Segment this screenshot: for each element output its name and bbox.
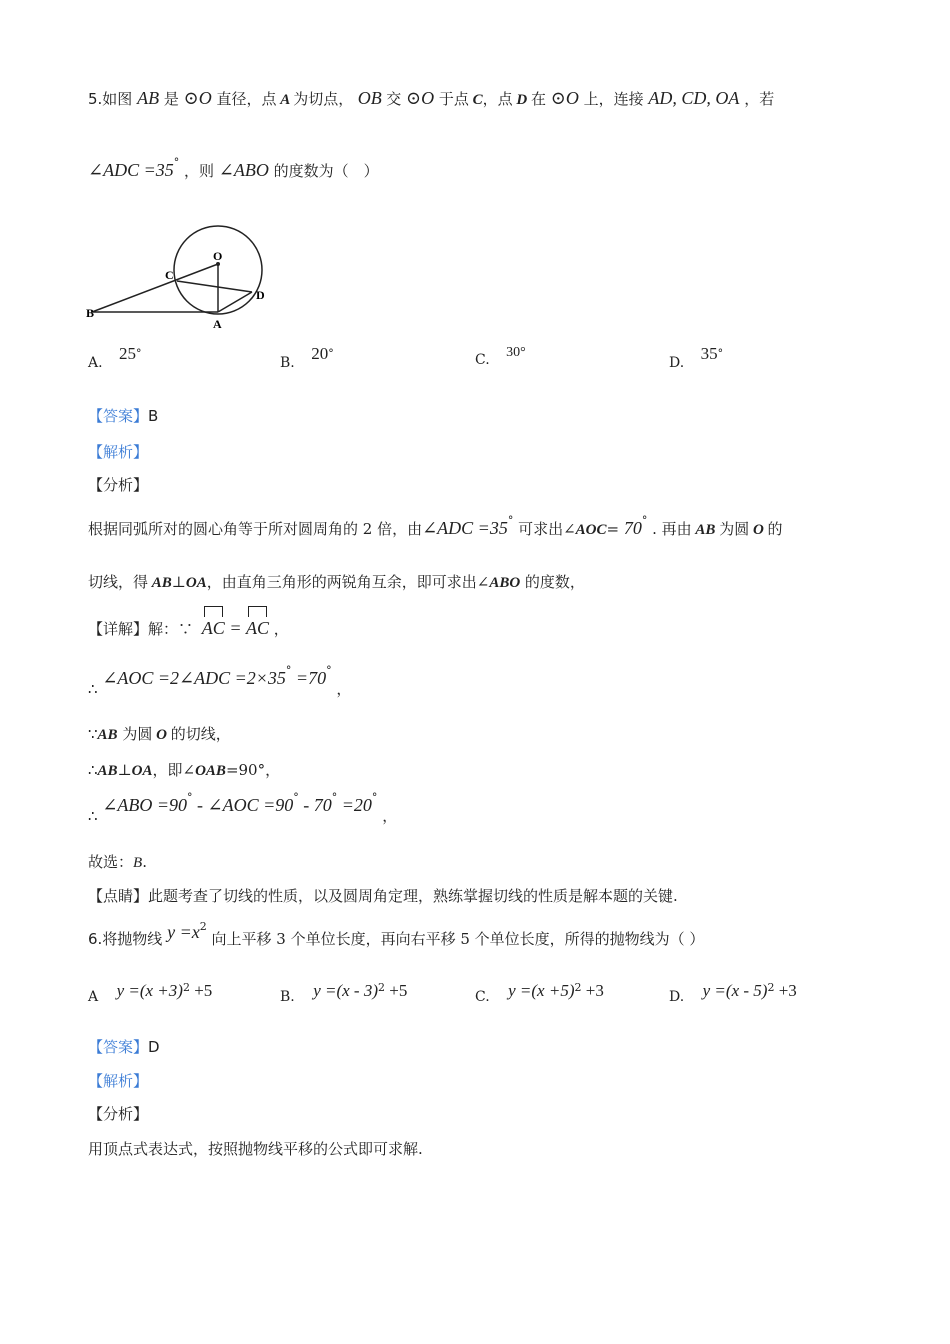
text: 为切点， (293, 90, 354, 108)
exponent: 2 (767, 981, 775, 994)
degree: ° (331, 791, 338, 804)
therefore: ∴ (88, 761, 98, 779)
math: - 70 (298, 795, 332, 815)
option-tail: +3 (581, 981, 604, 1000)
math: - ∠AOC =90 (192, 795, 294, 815)
q5-dianjing (88, 885, 678, 906)
q6-option-d[interactable] (669, 981, 797, 1006)
option-value: y =(x +3) (116, 981, 183, 1000)
text: 的切线， (170, 725, 231, 743)
degree: ° (136, 347, 142, 360)
math-ab: AB (137, 88, 160, 108)
degree: ° (371, 791, 378, 804)
option-letter: C. (475, 352, 490, 368)
math-circle-o: ⊙O (183, 88, 212, 108)
math: ∠AOC =2∠ADC =2×35 (102, 668, 286, 688)
math: ∠ABO =90 (102, 795, 188, 815)
q5-detail-line3 (88, 723, 231, 744)
text: 向上平移 3 个单位长度，再向右平移 5 个单位长度，所得的抛物线为（ ） (206, 930, 705, 948)
degree: ° (293, 791, 299, 804)
q5-analysis-line1 (88, 514, 783, 539)
option-tail: +5 (189, 981, 213, 1000)
text: ， (377, 807, 398, 825)
text: ，由直角三角形的两锐角互余，即可求出∠ (206, 573, 490, 591)
math: OAB (195, 763, 226, 779)
point-a: A (276, 92, 294, 108)
option-value: 20 (311, 344, 329, 363)
text: 的度数， (520, 573, 585, 591)
text: ，点 (482, 90, 513, 108)
equals: = (224, 618, 246, 638)
exponent: 2 (199, 920, 207, 933)
text: 直径，点 (211, 90, 277, 108)
therefore: ∴ (88, 807, 103, 825)
q6-number: 6.将抛物线 (88, 930, 168, 948)
q5-number: 5.如图 (88, 90, 138, 108)
text: 的度数为（ ） (268, 162, 379, 180)
geometry-figure (80, 222, 280, 337)
option-value: y =(x - 5) (702, 981, 768, 1000)
text: ，若 (739, 90, 775, 108)
degree: ° (507, 514, 514, 527)
q5-option-b[interactable] (280, 344, 334, 372)
text: = (606, 520, 624, 538)
q5-detail-line5 (88, 791, 398, 825)
math: ABO (489, 575, 521, 591)
perp: ⊥ (117, 761, 132, 779)
point-d: D (512, 92, 531, 108)
q5-jiexi: 【解析】 (88, 443, 149, 461)
text: 于点 (434, 90, 469, 108)
q6-answer (88, 1036, 160, 1057)
degree: ° (187, 791, 193, 804)
math: AB (97, 727, 118, 743)
answer-value: D (148, 1038, 160, 1056)
text: 在 (531, 90, 551, 108)
math: AOC (575, 522, 607, 538)
q5-detail-line1 (88, 618, 289, 639)
math-arc-ac: AC (245, 618, 269, 638)
text: 是 (159, 90, 184, 108)
math-angle-abo: ∠ABO (218, 160, 269, 180)
text: 根据同弧所对的圆心角等于所对圆周角的 2 倍，由 (88, 520, 423, 538)
text: 交 (386, 90, 406, 108)
q5-stem-line1 (88, 88, 774, 109)
option-value: 30° (506, 345, 526, 360)
option-value: y =(x - 3) (313, 981, 378, 1000)
option-letter: A. (88, 355, 103, 371)
option-value: 35 (700, 344, 718, 363)
option-letter: B. (280, 989, 295, 1005)
q6-option-a[interactable] (88, 981, 213, 1006)
option-letter: A (88, 989, 99, 1005)
exponent: 2 (182, 981, 190, 994)
math: O (749, 522, 768, 538)
math: AB (148, 575, 172, 591)
text: 故选： (88, 853, 134, 871)
answer-value: B (148, 407, 159, 425)
degree: ° (326, 664, 332, 677)
exponent: 2 (378, 981, 385, 994)
q6-option-b[interactable] (280, 981, 408, 1006)
math-circle-o: ⊙O (550, 88, 579, 108)
math: ∠ADC =35 (422, 518, 508, 538)
math-ad-cd-oa: AD, CD, OA (648, 88, 740, 108)
math: AB (691, 522, 720, 538)
q6-analysis: 用顶点式表达式，按照抛物线平移的公式即可求解. (88, 1140, 423, 1158)
because: ∵ (88, 725, 98, 743)
text: 切线，得 (88, 573, 149, 591)
option-letter: C. (475, 989, 490, 1005)
math: B (133, 855, 143, 871)
text: ，则 (179, 162, 219, 180)
option-value: y =(x +5) (508, 981, 575, 1000)
q5-analysis-line2 (88, 571, 585, 592)
text: . 再由 (647, 520, 692, 538)
perp: ⊥ (171, 573, 186, 591)
option-letter: B. (280, 355, 295, 371)
math: OA (131, 763, 153, 779)
math: 70 (623, 518, 642, 538)
q6-stem (88, 920, 705, 949)
math-angle-adc: ∠ADC =35 (88, 160, 174, 180)
segment-bo (92, 264, 218, 312)
q5-answer (88, 405, 158, 426)
text: 解：∵ (148, 620, 198, 638)
text: 为圆 (719, 520, 750, 538)
text: 为圆 (117, 725, 153, 743)
degree: ° (173, 156, 180, 169)
text: ，即∠ (152, 761, 196, 779)
option-tail: +3 (774, 981, 797, 1000)
q6-fenxi: 【分析】 (88, 1105, 149, 1123)
answer-tag: 【答案】 (88, 407, 149, 425)
segment-ad (218, 292, 252, 312)
math-circle-o: ⊙O (406, 88, 435, 108)
text: ， (268, 620, 289, 638)
segment-cd (177, 281, 252, 292)
option-letter: D. (669, 355, 685, 371)
label-b: B (86, 306, 95, 320)
degree: ° (641, 514, 648, 527)
option-value: 25 (119, 344, 137, 363)
text: 的 (767, 520, 783, 538)
point-c: C (468, 92, 483, 108)
q6-option-c[interactable] (475, 981, 604, 1006)
q5-option-a[interactable] (88, 344, 142, 372)
option-letter: D. (669, 989, 685, 1005)
math-ob: OB (353, 88, 387, 108)
text: =90°， (225, 761, 281, 779)
therefore: ∴ (88, 680, 103, 698)
degree: ° (285, 664, 292, 677)
label-a: A (213, 317, 222, 331)
option-tail: +5 (385, 981, 408, 1000)
math: y =x (167, 922, 200, 942)
exponent: 2 (574, 981, 582, 994)
text: 上，连接 (578, 90, 649, 108)
label-d: D (256, 288, 265, 302)
math-arc-ac: AC (201, 618, 225, 638)
text: 此题考查了切线的性质，以及圆周角定理，熟练掌握切线的性质是解本题的关键. (148, 887, 678, 905)
text: . (142, 853, 147, 871)
math: O (152, 727, 171, 743)
q5-option-c[interactable] (475, 345, 526, 369)
math: OA (185, 575, 207, 591)
dianjing-tag: 【点睛】 (88, 887, 149, 905)
math: AB (97, 763, 118, 779)
math: =70 (291, 668, 327, 688)
label-c: C (165, 268, 174, 282)
q5-detail-line4 (88, 759, 280, 780)
q5-stem-line2 (88, 156, 379, 181)
q5-option-d[interactable] (669, 344, 724, 372)
q5-fenxi: 【分析】 (88, 476, 149, 494)
text: 可求出∠ (513, 520, 576, 538)
q6-jiexi: 【解析】 (88, 1072, 149, 1090)
answer-tag: 【答案】 (88, 1038, 149, 1056)
math: =20 (337, 795, 372, 815)
degree: ° (717, 347, 724, 360)
detail-tag: 【详解】 (88, 620, 149, 638)
q5-guxuan (88, 851, 147, 872)
degree: ° (328, 347, 334, 360)
q5-detail-line2 (88, 664, 352, 698)
label-o: O (213, 249, 223, 263)
text: ， (331, 680, 352, 698)
